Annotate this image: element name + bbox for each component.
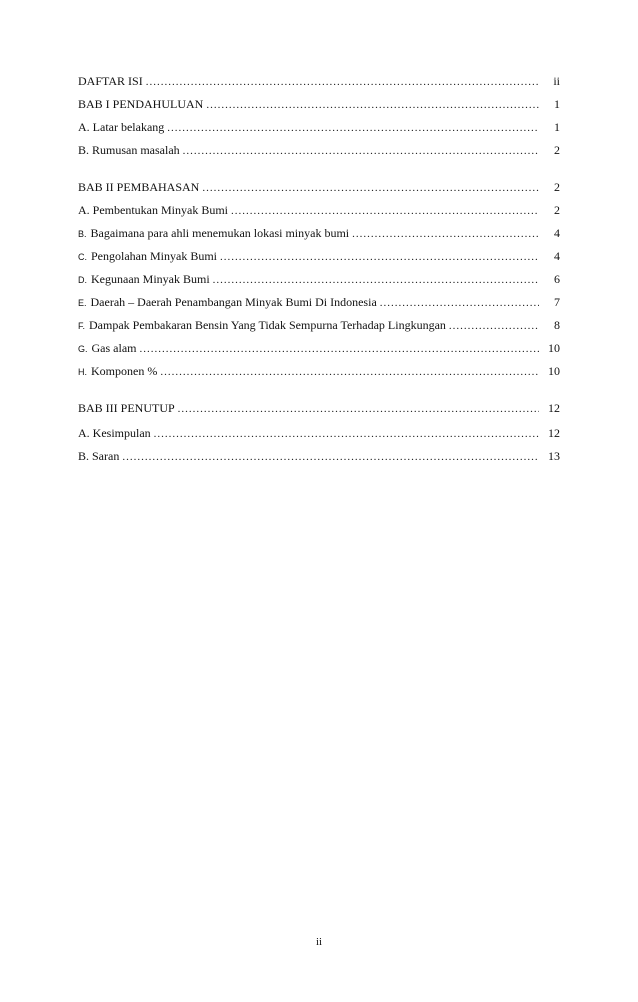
toc-entry-bab-2 — [78, 176, 560, 199]
toc-entry-page: 2 — [554, 180, 560, 194]
toc-entry-label: A. Pembentukan Minyak Bumi — [78, 203, 228, 217]
toc-entry-label: A. Latar belakang — [78, 120, 165, 134]
toc-leader-dots — [160, 361, 539, 384]
toc-entry-label — [78, 360, 157, 384]
toc-entry-label: B. Saran — [78, 449, 120, 463]
toc-entry-bab-1 — [78, 93, 560, 116]
toc-entry-label — [78, 291, 377, 315]
toc-entry-daerah — [78, 291, 560, 314]
toc-leader-dots — [206, 94, 539, 117]
toc-entry-dampak — [78, 314, 560, 337]
toc-entry-gas-alam — [78, 337, 560, 360]
toc-entry-label — [78, 337, 137, 361]
toc-entry-latar-belakang — [78, 116, 560, 139]
toc-entry-komponen — [78, 360, 560, 383]
toc-entry-bagaimana — [78, 222, 560, 245]
toc-leader-dots — [146, 71, 539, 94]
toc-entry-page: 10 — [548, 341, 560, 355]
toc-leader-dots — [449, 315, 539, 338]
toc-entry-label: DAFTAR ISI — [78, 74, 143, 88]
toc-entry-page: 10 — [548, 364, 560, 378]
toc-entry-marker: G. — [78, 344, 88, 354]
toc-entry-label — [78, 314, 446, 338]
toc-entry-page: 7 — [554, 295, 560, 309]
page-number: ii — [315, 936, 323, 948]
toc-entry-page: ii — [553, 74, 560, 88]
toc-entry-saran — [78, 445, 560, 468]
toc-entry-page: 1 — [554, 120, 560, 134]
toc-leader-dots — [220, 246, 539, 269]
toc-leader-dots — [140, 338, 540, 361]
toc-entry-marker: H. — [78, 367, 87, 377]
toc-entry-marker: C. — [78, 252, 87, 262]
toc-leader-dots — [154, 423, 539, 446]
toc-entry-text: Bagaimana para ahli menemukan lokasi minyak bumi — [90, 226, 350, 240]
toc-entry-label — [78, 222, 349, 246]
toc-entry-marker: D. — [78, 275, 87, 285]
toc-entry-pengolahan — [78, 245, 560, 268]
toc-entry-label: A. Kesimpulan — [78, 426, 151, 440]
toc-entry-page: 8 — [554, 318, 560, 332]
toc-leader-dots — [380, 292, 539, 315]
toc-entry-page: 12 — [548, 401, 560, 415]
toc-entry-text: Dampak Pembakaran Bensin Yang Tidak Sempurna Terhadap Lingkungan — [89, 318, 446, 332]
toc-entry-daftar-isi — [78, 70, 560, 93]
toc-leader-dots — [352, 223, 539, 246]
toc-entry-text: Daerah – Daerah Penambangan Minyak Bumi Di Indonesia — [90, 295, 377, 309]
toc-entry-page: 6 — [554, 272, 560, 286]
toc-entry-label: BAB III PENUTUP — [78, 401, 175, 415]
toc-entry-page: 2 — [554, 143, 560, 157]
toc-leader-dots — [122, 446, 539, 469]
toc-entry-page: 13 — [548, 449, 560, 463]
toc-entry-label — [78, 245, 217, 269]
toc-entry-text: Kegunaan Minyak Bumi — [91, 272, 210, 286]
toc-leader-dots — [167, 117, 539, 140]
toc-entry-label: B. Rumusan masalah — [78, 143, 180, 157]
toc-entry-label: BAB I PENDAHULUAN — [78, 97, 204, 111]
table-of-contents — [78, 70, 560, 468]
toc-leader-dots — [231, 200, 539, 223]
toc-entry-page: 4 — [554, 226, 560, 240]
toc-entry-label — [78, 268, 210, 292]
toc-leader-dots — [178, 398, 539, 421]
toc-entry-bab-3 — [78, 397, 560, 420]
toc-entry-marker: F. — [78, 321, 86, 331]
toc-entry-kesimpulan — [78, 422, 560, 445]
toc-leader-dots — [202, 177, 539, 200]
toc-entry-rumusan-masalah — [78, 139, 560, 162]
toc-entry-kegunaan — [78, 268, 560, 291]
toc-entry-page: 4 — [554, 249, 560, 263]
toc-entry-label: BAB II PEMBAHASAN — [78, 180, 200, 194]
toc-entry-text: Gas alam — [91, 341, 137, 355]
toc-entry-text: Komponen % — [91, 364, 158, 378]
toc-entry-text: Pengolahan Minyak Bumi — [91, 249, 217, 263]
toc-entry-pembentukan — [78, 199, 560, 222]
toc-leader-dots — [183, 140, 539, 163]
toc-entry-page: 2 — [554, 203, 560, 217]
toc-entry-page: 1 — [554, 97, 560, 111]
toc-entry-marker: B. — [78, 229, 87, 239]
toc-leader-dots — [213, 269, 539, 292]
toc-entry-page: 12 — [548, 426, 560, 440]
toc-entry-marker: E. — [78, 298, 87, 308]
